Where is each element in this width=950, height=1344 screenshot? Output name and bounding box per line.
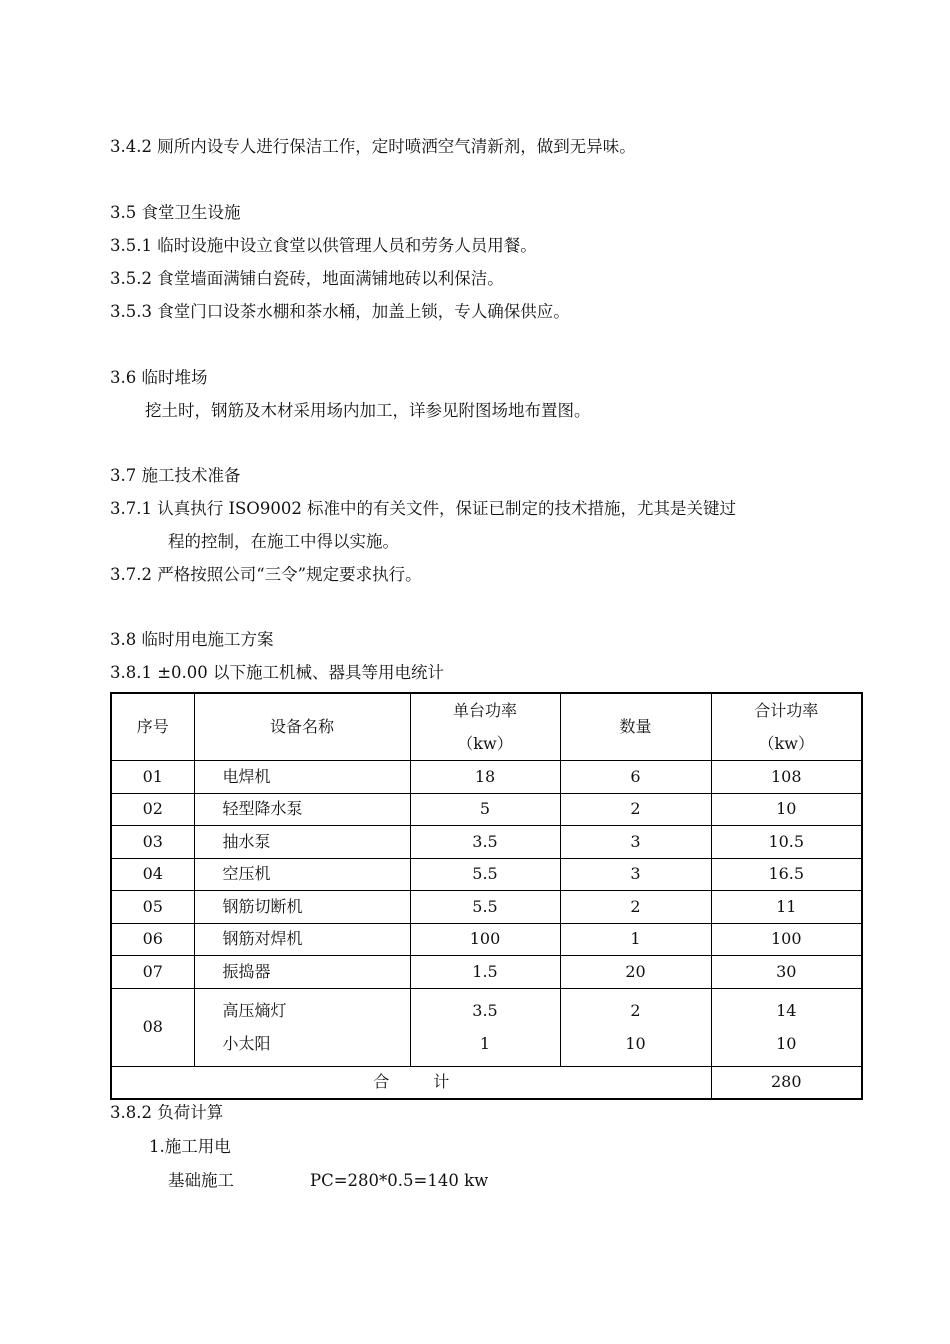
cell-qty: [560, 988, 711, 1066]
cell-name-b: 小太阳: [222, 1034, 271, 1053]
cell-qty: 3: [560, 858, 711, 891]
cell-no: 04: [111, 858, 194, 891]
cell-qty: 2: [560, 891, 711, 924]
cell-power: 100: [410, 923, 560, 956]
cell-name: 空压机: [194, 858, 410, 891]
cell-power: 5: [410, 793, 560, 826]
cell-name: 轻型降水泵: [194, 793, 410, 826]
cell-power: 5.5: [410, 891, 560, 924]
header-name: 设备名称: [194, 693, 410, 761]
cell-name: 电焊机: [194, 761, 410, 794]
cell-no: 03: [111, 826, 194, 859]
calc-formula: PC=280*0.5=140 kw: [310, 1171, 489, 1190]
header-power: [410, 693, 560, 761]
cell-qty-b: 10: [625, 1034, 646, 1053]
cell-no: 05: [111, 891, 194, 924]
cell-qty: 1: [560, 923, 711, 956]
cell-total: 16.5: [711, 858, 862, 891]
cell-name: 振捣器: [194, 956, 410, 989]
cell-name-a: 高压熵灯: [222, 1001, 287, 1020]
cell-power: 3.5: [410, 826, 560, 859]
cell-no: 02: [111, 793, 194, 826]
cell-total: 10.5: [711, 826, 862, 859]
equipment-power-table: [110, 692, 863, 1100]
table-row-08: [111, 988, 862, 1066]
table-row: [111, 891, 862, 924]
header-total-label: 合计功率: [754, 701, 819, 720]
footer-label-a: 合: [373, 1072, 390, 1092]
line-3-5-3: 3.5.3 食堂门口设茶水棚和茶水桶，加盖上锁，专人确保供应。: [110, 302, 570, 321]
cell-total-a: 14: [776, 1001, 797, 1020]
table-row: [111, 793, 862, 826]
line-3-5-2: 3.5.2 食堂墙面满铺白瓷砖，地面满铺地砖以利保洁。: [110, 269, 504, 288]
header-total: [711, 693, 862, 761]
cell-qty: 2: [560, 793, 711, 826]
calc-label: 基础施工: [168, 1171, 234, 1190]
cell-total: 100: [711, 923, 862, 956]
line-3-6-body: 挖土时，钢筋及木材采用场内加工，详参见附图场地布置图。: [145, 401, 591, 420]
cell-no: 01: [111, 761, 194, 794]
cell-total: 10: [711, 793, 862, 826]
cell-power-a: 3.5: [472, 1001, 498, 1020]
table-row: [111, 923, 862, 956]
cell-qty: 20: [560, 956, 711, 989]
line-3-7-1-b: 程的控制，在施工中得以实施。: [168, 532, 399, 551]
cell-total: [711, 988, 862, 1066]
table-header-row: [111, 693, 862, 761]
heading-3-8: 3.8 临时用电施工方案: [110, 630, 274, 649]
cell-power: 5.5: [410, 858, 560, 891]
line-3-7-2: 3.7.2 严格按照公司“三令”规定要求执行。: [110, 565, 422, 584]
header-total-unit: （kw）: [758, 734, 814, 753]
footer-label-b: 计: [433, 1072, 450, 1092]
cell-total: 11: [711, 891, 862, 924]
line-3-4-2: 3.4.2 厕所内设专人进行保洁工作，定时喷洒空气清新剂，做到无异味。: [110, 137, 636, 156]
header-power-label: 单台功率: [452, 701, 517, 720]
cell-total: 30: [711, 956, 862, 989]
line-3-7-1-a: 3.7.1 认真执行 ISO9002 标准中的有关文件，保证已制定的技术措施，尤其是关键过: [110, 499, 737, 518]
line-3-8-1: 3.8.1 ±0.00 以下施工机械、器具等用电统计: [110, 663, 445, 682]
heading-3-5: 3.5 食堂卫生设施: [110, 203, 241, 222]
cell-no: 06: [111, 923, 194, 956]
table-row: [111, 858, 862, 891]
header-no: 序号: [111, 693, 194, 761]
item-1: 1.施工用电: [149, 1137, 231, 1156]
table-row: [111, 761, 862, 794]
cell-total-b: 10: [776, 1034, 797, 1053]
heading-3-7: 3.7 施工技术准备: [110, 466, 241, 485]
cell-qty-a: 2: [630, 1001, 641, 1020]
heading-3-6: 3.6 临时堆场: [110, 368, 208, 387]
cell-name: 钢筋对焊机: [194, 923, 410, 956]
cell-name: 钢筋切断机: [194, 891, 410, 924]
table-row: [111, 956, 862, 989]
cell-total: 108: [711, 761, 862, 794]
cell-name: [194, 988, 410, 1066]
cell-no: 07: [111, 956, 194, 989]
footer-total: 280: [711, 1066, 862, 1099]
cell-qty: 3: [560, 826, 711, 859]
table-footer-row: [111, 1066, 862, 1099]
cell-power: 1.5: [410, 956, 560, 989]
cell-name: 抽水泵: [194, 826, 410, 859]
cell-no: 08: [111, 988, 194, 1066]
cell-power-b: 1: [479, 1034, 491, 1053]
cell-qty: 6: [560, 761, 711, 794]
cell-power: [410, 988, 560, 1066]
header-power-unit: （kw）: [457, 734, 513, 753]
table-row: [111, 826, 862, 859]
footer-label: [111, 1066, 711, 1099]
line-3-5-1: 3.5.1 临时设施中设立食堂以供管理人员和劳务人员用餐。: [110, 236, 537, 255]
cell-power: 18: [410, 761, 560, 794]
line-3-8-2: 3.8.2 负荷计算: [110, 1103, 224, 1122]
header-qty: 数量: [560, 693, 711, 761]
